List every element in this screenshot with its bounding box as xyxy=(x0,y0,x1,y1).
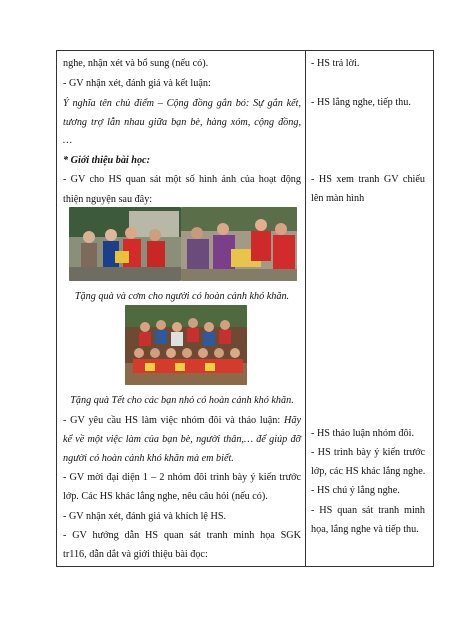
text-line: - HS quan sát tranh minh xyxy=(311,505,425,516)
photo-gift-giving-1 xyxy=(69,207,181,281)
text-segment: - GV yêu cầu HS làm việc nhóm đôi và thảo luận: xyxy=(63,415,285,426)
text-line: - GV nhận xét, đánh giá và kết luận: xyxy=(63,78,211,89)
text-line: - GV hướng dẫn HS quan sát tranh minh họa SGK xyxy=(63,530,301,541)
text-line: - HS trả lời. xyxy=(311,58,360,69)
text-line: - GV nhận xét, đánh giá và khích lệ HS. xyxy=(63,511,227,522)
photo-gift-giving-2 xyxy=(181,207,297,281)
text-line: - HS lắng nghe, tiếp thu. xyxy=(311,97,411,108)
text-segment: Hãy xyxy=(284,415,301,426)
text-line: tương trợ lẫn nhau giữa bạn bè, hàng xóm, cộng đồng, xyxy=(63,117,301,128)
text-line: lên màn hình xyxy=(311,193,365,204)
text-line: lớp. Các HS khác lắng nghe, nêu câu hỏi (nếu có). xyxy=(63,491,268,502)
text-line: … xyxy=(63,135,73,146)
text-line: tr116, dẫn dắt và giới thiệu bài đọc: xyxy=(63,549,208,560)
lesson-table xyxy=(56,50,434,567)
text-line: - HS trình bày ý kiến trước xyxy=(311,447,425,458)
text-line: - GV mời đại diện 1 – 2 nhóm đôi trình bày ý kiến trước xyxy=(63,472,301,483)
column-divider xyxy=(305,51,306,566)
image-caption: Tặng quà Tết cho các bạn nhỏ có hoàn cảnh khó khăn. xyxy=(70,395,294,406)
text-line: họa, lắng nghe và tiếp thu. xyxy=(311,524,419,535)
text-line: kể về một việc làm của bạn bè, người thân,… để giúp đỡ xyxy=(63,434,301,445)
text-line xyxy=(63,414,301,427)
text-line: - HS chú ý lắng nghe. xyxy=(311,485,400,496)
text-line: người có hoàn cảnh khó khăn mà em biết. xyxy=(63,453,234,464)
text-line: - GV cho HS quan sát một số hình ảnh của hoạt động xyxy=(63,174,301,185)
photo-tet-gifts xyxy=(125,305,247,385)
text-line: lớp, các HS khác lắng nghe. xyxy=(311,466,426,477)
text-line: Ý nghĩa tên chủ điểm – Cộng đồng gắn bó: Sự gắn kết, xyxy=(63,98,301,109)
text-line: - HS thảo luận nhóm đôi. xyxy=(311,428,414,439)
image-caption: Tặng quà và cơm cho người có hoàn cảnh khó khăn. xyxy=(74,291,290,302)
text-line: - HS xem tranh GV chiếu xyxy=(311,174,425,185)
section-heading: * Giới thiệu bài học: xyxy=(63,155,150,166)
text-line: thiện nguyện sau đây: xyxy=(63,194,153,205)
text-line: nghe, nhận xét và bổ sung (nếu có). xyxy=(63,58,209,69)
student-activities-cell xyxy=(311,51,429,566)
